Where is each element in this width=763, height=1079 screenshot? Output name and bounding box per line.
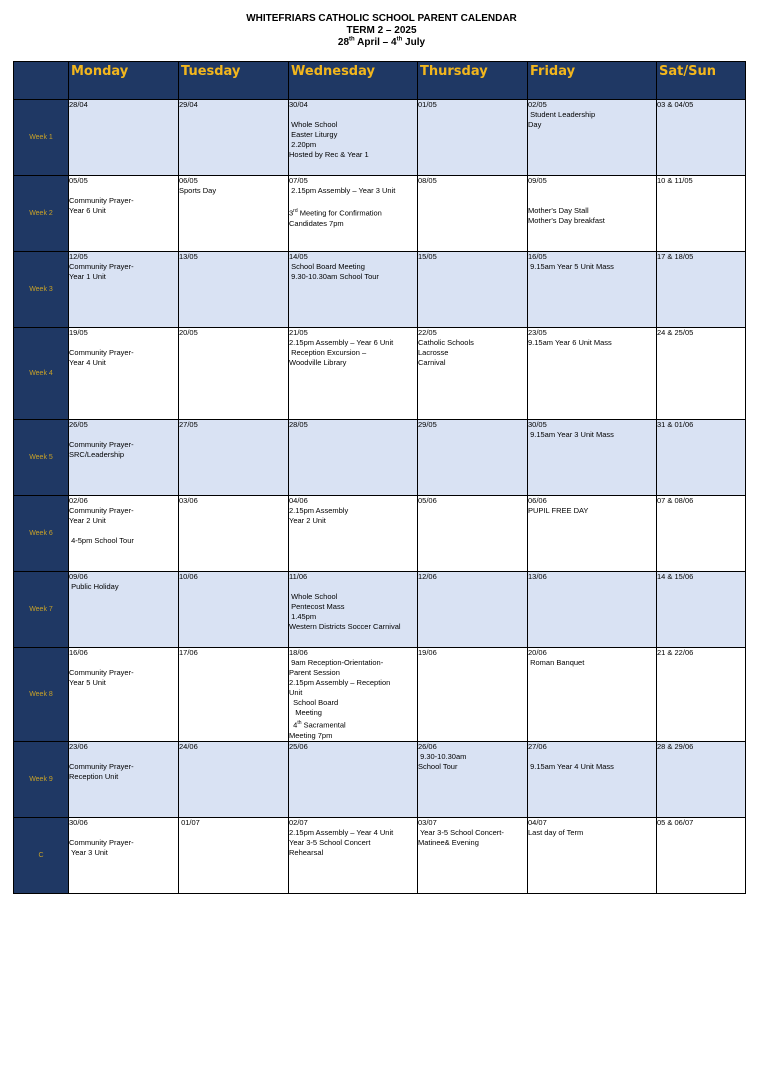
day-date: 02/07: [289, 817, 308, 827]
day-cell-thursday: [418, 817, 528, 893]
event-text: [289, 582, 417, 592]
event-text: Community Prayer-: [69, 761, 134, 771]
day-cell-friday: [528, 328, 657, 420]
calendar-table: [13, 61, 746, 894]
event-text: Candidates 7pm: [289, 218, 344, 228]
day-date: 12/05: [69, 252, 88, 261]
event-text: Year 5 Unit: [69, 678, 106, 687]
day-date: 16/06: [69, 648, 88, 657]
day-date: 20/06: [528, 648, 547, 657]
event-text: Hosted by Rec & Year 1: [289, 150, 369, 159]
day-cell-tuesday: [179, 176, 289, 252]
day-date: 31 & 01/06: [657, 420, 694, 429]
day-cell-thursday: [418, 496, 528, 572]
day-cell-thursday: [418, 420, 528, 496]
day-cell-tuesday: [179, 100, 289, 176]
event-text: 2.15pm Assembly – Year 6 Unit: [289, 338, 394, 347]
event-text: 2.20pm: [289, 140, 317, 149]
day-date: 05/06: [418, 496, 437, 505]
day-date: 21 & 22/06: [657, 648, 694, 657]
day-date: 19/05: [69, 328, 88, 337]
day-date: 28/05: [289, 420, 308, 429]
day-cell-friday: [528, 572, 657, 648]
event-text: Year 3-5 School Concert: [289, 837, 371, 847]
event-text: 9am Reception-Orientation-: [289, 658, 384, 667]
week-label: C: [14, 817, 69, 893]
calendar-title: WHITEFRIARS CATHOLIC SCHOOL PARENT CALENDAR: [246, 13, 517, 24]
week-label: Week 5: [14, 420, 69, 496]
week-label: Week 2: [14, 176, 69, 252]
day-date: 29/05: [418, 420, 437, 429]
event-text: Mother's Day breakfast: [528, 216, 605, 225]
day-cell-thursday: [418, 741, 528, 817]
event-text: [528, 752, 656, 762]
event-text: School Board Meeting: [289, 262, 365, 271]
day-date: 16/05: [528, 252, 547, 261]
event-text: [69, 658, 178, 668]
event-text: 2.15pm Assembly: [289, 506, 349, 515]
event-text: 9.30-10.30am School Tour: [289, 272, 379, 281]
day-date: 01/05: [418, 100, 437, 109]
day-cell-tuesday: [179, 741, 289, 817]
event-text: Matinee& Evening: [418, 837, 479, 847]
day-cell-satsun: [657, 328, 746, 420]
event-text: Year 1 Unit: [69, 272, 106, 281]
event-text: Rehearsal: [289, 847, 324, 857]
column-header-monday: Monday: [69, 62, 179, 100]
day-cell-tuesday: [179, 252, 289, 328]
day-date: 30/05: [528, 420, 547, 429]
day-date: 14 & 15/06: [657, 572, 694, 581]
day-date: 02/06: [69, 496, 88, 505]
day-cell-wednesday: [289, 252, 418, 328]
day-date: 23/05: [528, 328, 547, 337]
week-label: Week 8: [14, 648, 69, 742]
week-row: [14, 420, 746, 496]
day-cell-wednesday: [289, 817, 418, 893]
event-text: 2.15pm Assembly – Reception: [289, 678, 391, 687]
day-cell-monday: [69, 817, 179, 893]
event-text: Community Prayer-: [69, 348, 134, 357]
day-date: 15/05: [418, 252, 437, 261]
day-cell-monday: [69, 648, 179, 742]
day-cell-tuesday: [179, 496, 289, 572]
event-text: Meeting: [289, 708, 322, 717]
day-date: 10 & 11/05: [657, 176, 693, 185]
week-row: [14, 648, 746, 742]
day-date: 24/06: [179, 741, 198, 751]
week-label: Week 7: [14, 572, 69, 648]
column-header-satsun: Sat/Sun: [657, 62, 746, 100]
event-text: Community Prayer-: [69, 837, 134, 847]
day-cell-satsun: [657, 496, 746, 572]
day-date: 23/06: [69, 741, 88, 751]
event-text: Meeting 7pm: [289, 730, 333, 740]
event-text: Year 3-5 School Concert-: [418, 827, 504, 837]
day-cell-thursday: [418, 176, 528, 252]
week-row: [14, 252, 746, 328]
event-text: [69, 186, 178, 196]
day-cell-thursday: [418, 328, 528, 420]
day-date: 09/06: [69, 572, 88, 581]
event-text: Reception Excursion –: [289, 348, 367, 357]
day-cell-monday: [69, 496, 179, 572]
event-text: Carnival: [418, 358, 446, 367]
day-date: 07 & 08/06: [657, 496, 694, 505]
event-text: Woodville Library: [289, 358, 347, 367]
day-date: 26/06: [418, 741, 437, 751]
week-row: [14, 100, 746, 176]
event-text: Last day of Term: [528, 827, 584, 837]
day-date: 03/06: [179, 496, 198, 505]
day-date: 28/04: [69, 100, 88, 109]
event-text: Year 2 Unit: [289, 516, 326, 525]
event-text: Year 3 Unit: [69, 847, 108, 857]
day-date: 12/06: [418, 572, 437, 581]
event-text: Western Districts Soccer Carnival: [289, 622, 401, 631]
event-text: Unit: [289, 688, 303, 697]
week-row: [14, 176, 746, 252]
day-date: 13/05: [179, 252, 198, 261]
day-cell-monday: [69, 328, 179, 420]
event-text: School Tour: [418, 761, 458, 771]
day-date: 22/05: [418, 328, 437, 337]
term-dates: 28th April – 4th July: [337, 36, 426, 48]
week-row: [14, 572, 746, 648]
week-row: [14, 741, 746, 817]
column-header-tuesday: Tuesday: [179, 62, 289, 100]
day-cell-wednesday: [289, 176, 418, 252]
event-text: [69, 430, 178, 440]
event-text: PUPIL FREE DAY: [528, 506, 589, 515]
event-text: 3rd Meeting for Confirmation: [289, 208, 382, 218]
day-cell-friday: [528, 648, 657, 742]
day-cell-monday: [69, 741, 179, 817]
header-row: [14, 62, 746, 100]
term-label: TERM 2 – 2025: [346, 25, 417, 36]
event-text: Whole School: [289, 120, 338, 129]
day-date: 17 & 18/05: [657, 252, 694, 261]
event-text: [289, 196, 417, 206]
day-cell-monday: [69, 572, 179, 648]
day-cell-friday: [528, 176, 657, 252]
day-date: 02/05: [528, 100, 547, 109]
day-cell-wednesday: [289, 648, 418, 742]
event-text: 9.15am Year 4 Unit Mass: [528, 761, 614, 771]
day-cell-friday: [528, 252, 657, 328]
day-date: 08/05: [418, 176, 437, 185]
day-date: 01/07: [179, 817, 200, 827]
day-date: 03/07: [418, 817, 437, 827]
day-cell-tuesday: [179, 648, 289, 742]
day-cell-thursday: [418, 100, 528, 176]
day-date: 21/05: [289, 328, 308, 337]
day-cell-wednesday: [289, 496, 418, 572]
event-text: Community Prayer-: [69, 668, 134, 677]
week-row: [14, 328, 746, 420]
day-cell-satsun: [657, 420, 746, 496]
day-date: 29/04: [179, 100, 198, 109]
day-cell-wednesday: [289, 420, 418, 496]
event-text: Day: [528, 120, 542, 129]
column-header-thursday: Thursday: [418, 62, 528, 100]
event-text: Community Prayer-: [69, 440, 134, 449]
event-text: 2.15pm Assembly – Year 3 Unit: [289, 186, 396, 195]
week-label: Week 9: [14, 741, 69, 817]
event-text: [289, 110, 417, 120]
day-date: 11/06: [289, 572, 308, 581]
event-text: [69, 828, 178, 838]
day-cell-wednesday: [289, 741, 418, 817]
day-date: 27/06: [528, 741, 547, 751]
week-label: Week 6: [14, 496, 69, 572]
event-text: Year 6 Unit: [69, 206, 106, 215]
event-text: Easter Liturgy: [289, 130, 338, 139]
day-cell-tuesday: [179, 572, 289, 648]
day-date: 30/06: [69, 817, 88, 827]
event-text: SRC/Leadership: [69, 450, 125, 459]
day-cell-satsun: [657, 572, 746, 648]
event-text: Student Leadership: [528, 110, 596, 119]
day-date: 10/06: [179, 572, 198, 581]
event-text: Catholic Schools: [418, 338, 474, 347]
day-cell-monday: [69, 420, 179, 496]
day-date: 14/05: [289, 252, 308, 261]
day-date: 07/05: [289, 176, 308, 185]
day-cell-thursday: [418, 252, 528, 328]
day-date: 04/06: [289, 496, 308, 505]
day-cell-thursday: [418, 572, 528, 648]
column-header-week: [14, 62, 69, 100]
day-cell-tuesday: [179, 420, 289, 496]
day-cell-thursday: [418, 648, 528, 742]
day-cell-friday: [528, 496, 657, 572]
day-cell-satsun: [657, 817, 746, 893]
event-text: [69, 526, 178, 536]
day-date: 19/06: [418, 648, 437, 657]
event-text: Parent Session: [289, 668, 340, 677]
day-date: 18/06: [289, 648, 308, 657]
day-cell-friday: [528, 817, 657, 893]
day-cell-wednesday: [289, 328, 418, 420]
event-text: [69, 338, 178, 348]
day-cell-satsun: [657, 741, 746, 817]
event-text: Reception Unit: [69, 771, 119, 781]
week-label: Week 3: [14, 252, 69, 328]
day-cell-satsun: [657, 648, 746, 742]
event-text: Sports Day: [179, 186, 217, 195]
day-date: 04/07: [528, 817, 547, 827]
day-cell-satsun: [657, 176, 746, 252]
day-cell-monday: [69, 252, 179, 328]
day-date: 13/06: [528, 572, 547, 581]
day-cell-monday: [69, 176, 179, 252]
day-date: 17/06: [179, 648, 198, 657]
day-cell-wednesday: [289, 572, 418, 648]
day-cell-satsun: [657, 100, 746, 176]
day-cell-friday: [528, 741, 657, 817]
day-date: 05 & 06/07: [657, 817, 694, 827]
week-label: Week 1: [14, 100, 69, 176]
event-text: 9.15am Year 3 Unit Mass: [528, 430, 614, 439]
event-text: [69, 752, 178, 762]
day-date: 06/05: [179, 176, 198, 185]
event-text: Community Prayer-: [69, 196, 134, 205]
day-cell-monday: [69, 100, 179, 176]
day-cell-friday: [528, 100, 657, 176]
event-text: Mother's Day Stall: [528, 206, 589, 215]
event-text: Year 4 Unit: [69, 358, 106, 367]
event-text: Public Holiday: [69, 582, 119, 591]
event-text: 9.15am Year 5 Unit Mass: [528, 262, 614, 271]
event-text: 4th Sacramental: [289, 720, 346, 730]
column-header-friday: Friday: [528, 62, 657, 100]
day-date: 20/05: [179, 328, 198, 337]
event-text: Lacrosse: [418, 348, 449, 357]
day-date: 27/05: [179, 420, 198, 429]
day-date: 03 & 04/05: [657, 100, 694, 109]
day-cell-satsun: [657, 252, 746, 328]
event-text: [528, 196, 656, 206]
event-text: Community Prayer-: [69, 262, 134, 271]
event-text: 4-5pm School Tour: [69, 536, 134, 545]
event-text: Whole School: [289, 592, 338, 601]
day-cell-friday: [528, 420, 657, 496]
day-date: 06/06: [528, 496, 547, 505]
week-row: [14, 817, 746, 893]
event-text: 9.30-10.30am: [418, 751, 467, 761]
event-text: 9.15am Year 6 Unit Mass: [528, 338, 612, 347]
day-date: 05/05: [69, 176, 88, 185]
day-date: 28 & 29/06: [657, 741, 694, 751]
event-text: Community Prayer-: [69, 506, 134, 515]
day-date: 09/05: [528, 176, 547, 185]
event-text: 2.15pm Assembly – Year 4 Unit: [289, 827, 394, 837]
day-date: 26/05: [69, 420, 88, 429]
day-date: 24 & 25/05: [657, 328, 694, 337]
day-cell-tuesday: [179, 328, 289, 420]
day-cell-tuesday: [179, 817, 289, 893]
day-date: 25/06: [289, 741, 308, 751]
event-text: Pentecost Mass: [289, 602, 345, 611]
column-header-wednesday: Wednesday: [289, 62, 418, 100]
event-text: School Board: [289, 698, 339, 707]
week-row: [14, 496, 746, 572]
event-text: [528, 186, 656, 196]
day-date: 30/04: [289, 100, 308, 109]
event-text: Year 2 Unit: [69, 516, 106, 525]
event-text: Roman Banquet: [528, 658, 585, 667]
event-text: 1.45pm: [289, 612, 317, 621]
day-cell-wednesday: [289, 100, 418, 176]
week-label: Week 4: [14, 328, 69, 420]
